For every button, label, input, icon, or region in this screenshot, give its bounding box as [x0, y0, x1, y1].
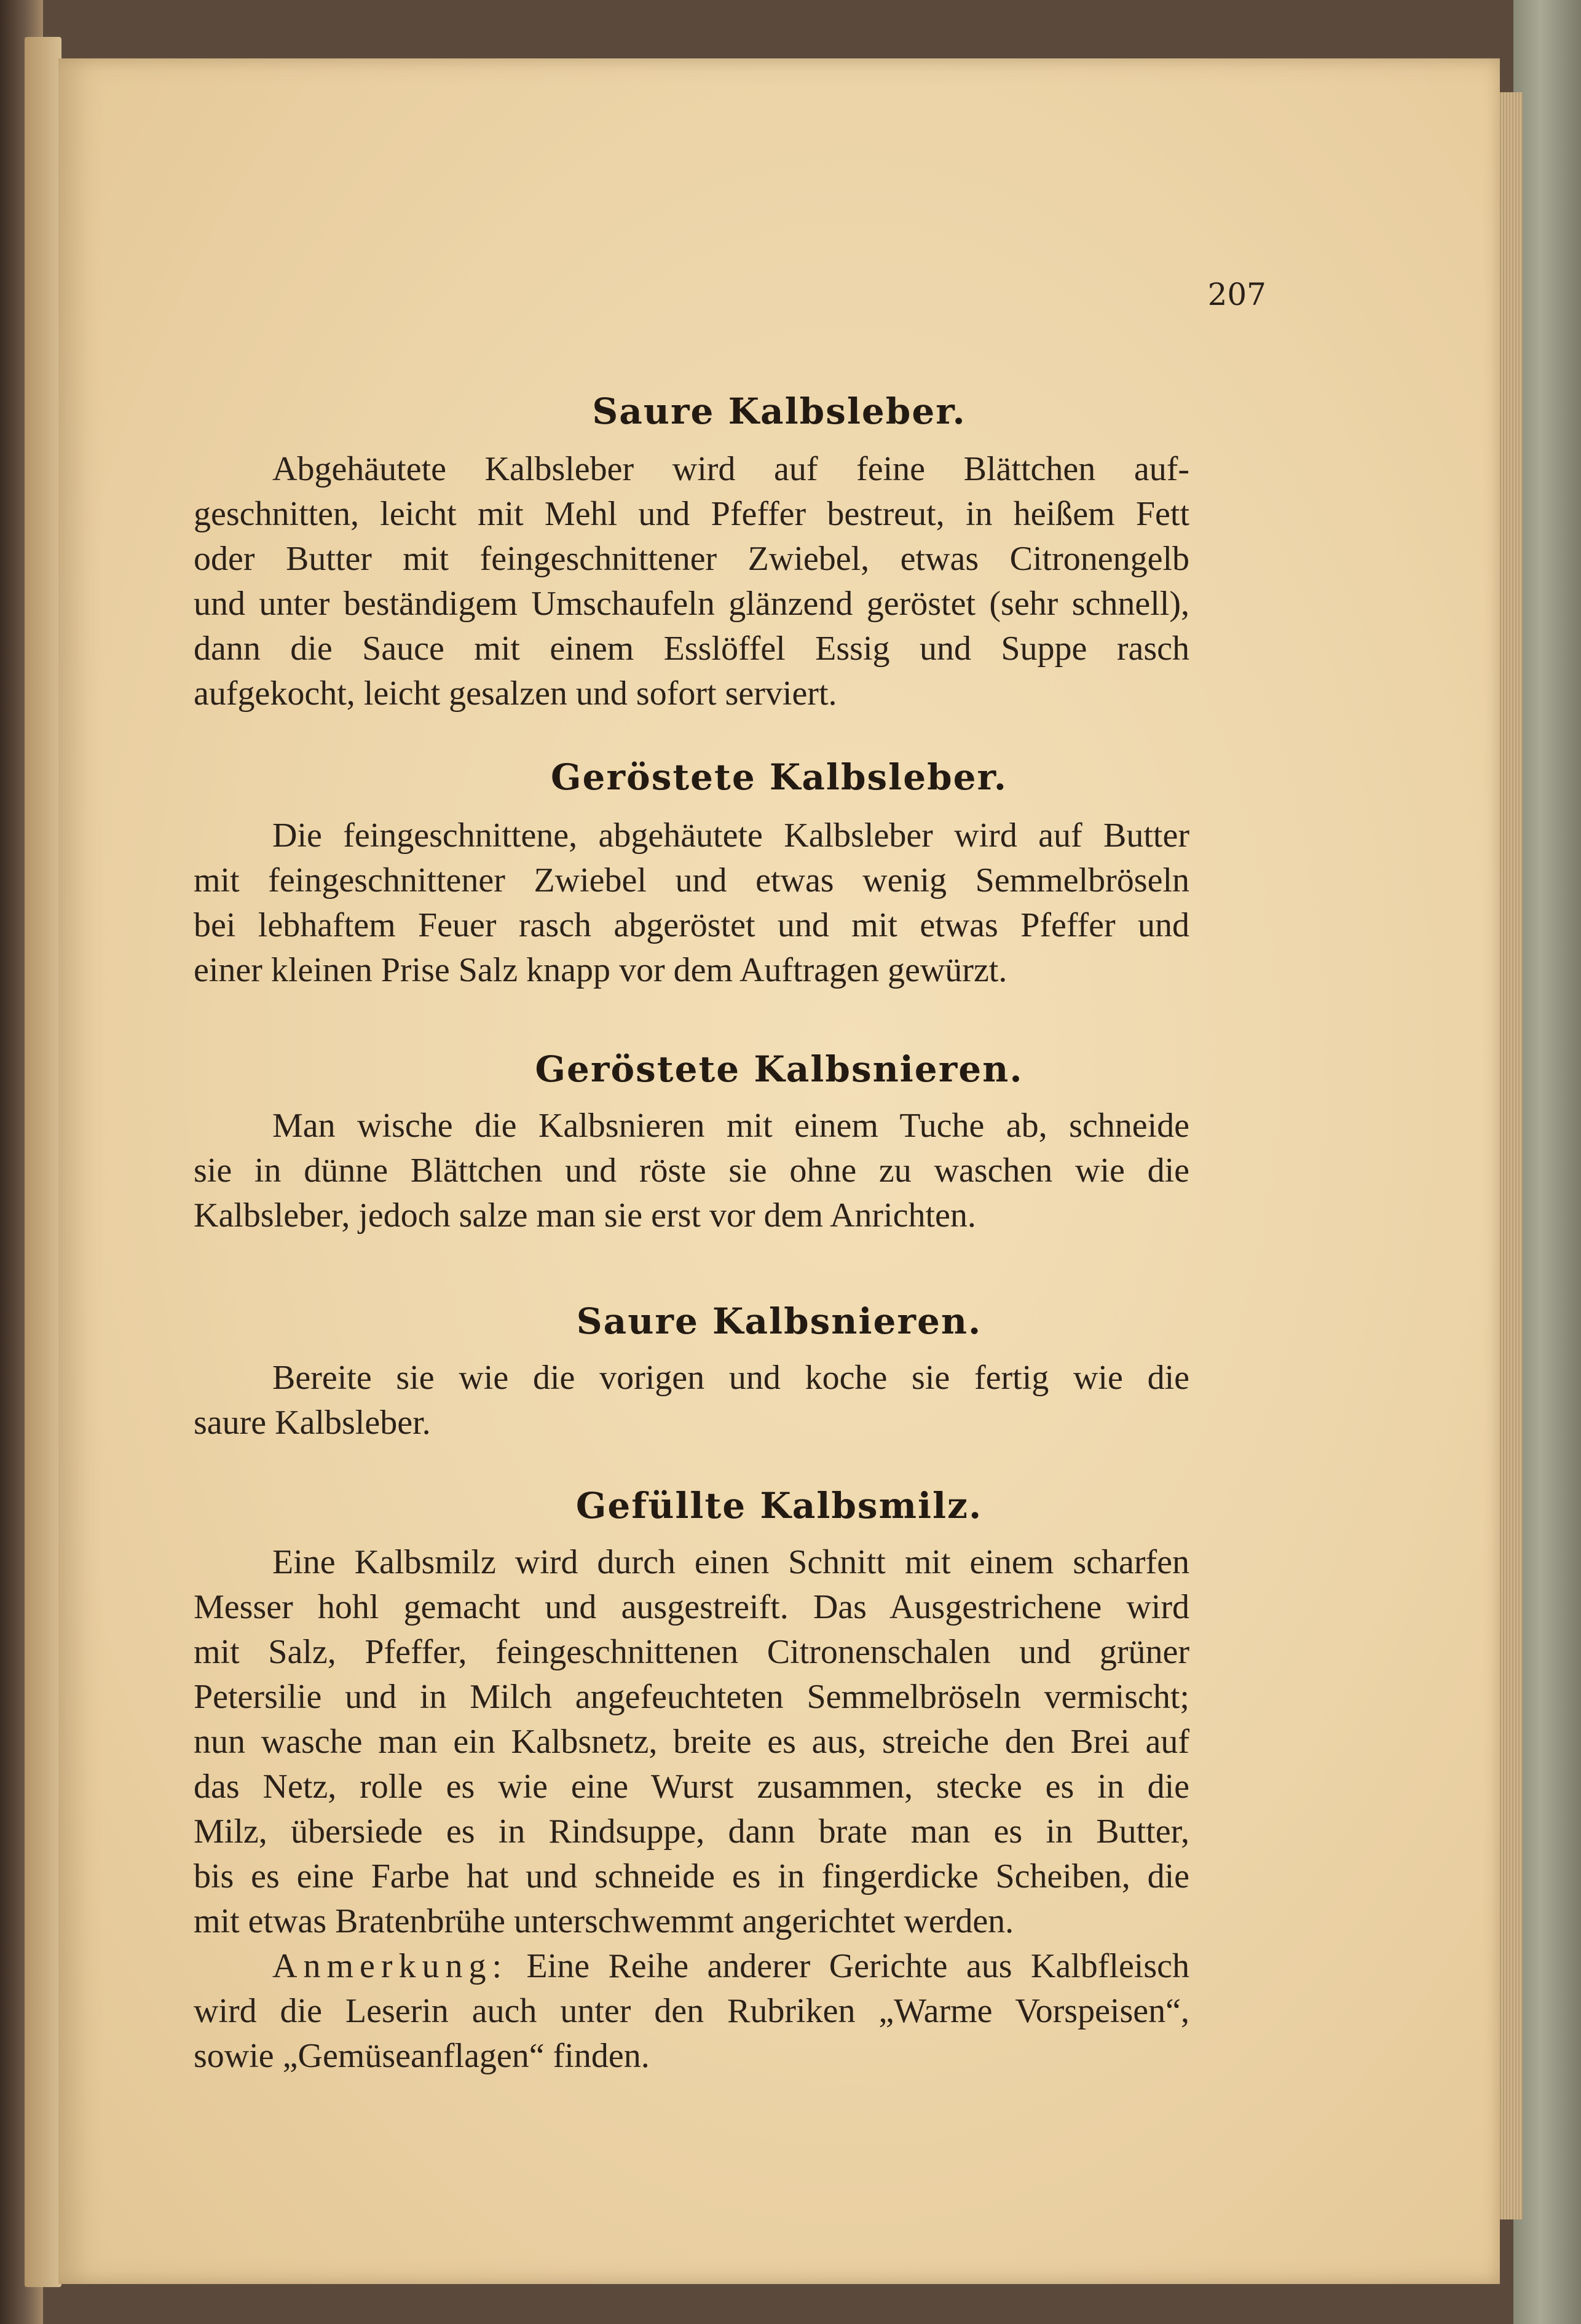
section-body-saure-kalbsleber [194, 447, 1189, 716]
note-text: Eine Reihe anderer Gerichte aus Kalbfleisch [526, 1947, 1190, 1985]
note-paragraph [194, 1944, 1189, 2079]
text-line: nun wasche man ein Kalbsnetz, breite es aus, streiche den Brei auf [194, 1723, 1189, 1761]
text-line: Petersilie und in Milch angefeuchteten Semmelbröseln vermischt; [194, 1678, 1189, 1716]
text-line: Die feingeschnittene, abgehäutete Kalbsleber wird auf Butter [272, 816, 1189, 855]
section-body-saure-kalbsnieren [194, 1356, 1189, 1445]
text-line: mit Salz, Pfeffer, feingeschnittenen Citronenschalen und grüner [194, 1633, 1189, 1671]
section-title-saure-kalbsnieren: Saure Kalbsnieren. [576, 1300, 982, 1342]
text-line: Milz, übersiede es in Rindsuppe, dann brate man es in Butter, [194, 1812, 1189, 1851]
book-page [58, 58, 1500, 2284]
text-line: sowie „Gemüseanflagen“ finden. [194, 2037, 650, 2075]
text-line: geschnitten, leicht mit Mehl und Pfeffer bestreut, in heißem Fett [194, 495, 1189, 533]
text-line: wird die Leserin auch unter den Rubriken „Warme Vorspeisen“, [194, 1992, 1189, 2030]
text-line: und unter beständigem Umschaufeln glänzend geröstet (sehr schnell), [194, 585, 1189, 623]
text-line: Man wische die Kalbsnieren mit einem Tuche ab, schneide [272, 1107, 1189, 1145]
section-body-geroestete-kalbsnieren [194, 1104, 1189, 1238]
text-line: bei lebhaftem Feuer rasch abgeröstet und mit etwas Pfeffer und [194, 906, 1189, 944]
text-line: Messer hohl gemacht und ausgestreift. Das Ausgestrichene wird [194, 1588, 1189, 1626]
section-title-geroestete-kalbsleber: Geröstete Kalbsleber. [551, 756, 1007, 798]
text-line: oder Butter mit feingeschnittener Zwiebel, etwas Citronengelb [194, 540, 1189, 578]
page-number: 207 [1207, 277, 1266, 312]
text-line: das Netz, rolle es wie eine Wurst zusammen, stecke es in die [194, 1768, 1189, 1806]
text-line: einer kleinen Prise Salz knapp vor dem Auftragen gewürzt. [194, 951, 1007, 989]
note-first-line [194, 1944, 1189, 1989]
section-title-saure-kalbsleber: Saure Kalbsleber. [592, 390, 966, 432]
text-line: Kalbsleber, jedoch salze man sie erst vor dem Anrichten. [194, 1196, 976, 1235]
text-line: Bereite sie wie die vorigen und koche sie fertig wie die [272, 1359, 1189, 1397]
previous-page-edge [25, 37, 61, 2287]
section-title-gefuellte-kalbsmilz: Gefüllte Kalbsmilz. [575, 1485, 983, 1527]
note-label: Anmerkung: [272, 1947, 508, 1985]
text-line: aufgekocht, leicht gesalzen und sofort serviert. [194, 674, 837, 713]
section-body-geroestete-kalbsleber [194, 813, 1189, 993]
text-line: mit etwas Bratenbrühe unterschwemmt angerichtet werden. [194, 1902, 1014, 1940]
page-stack-edge [1498, 92, 1523, 2219]
text-line: saure Kalbsleber. [194, 1404, 431, 1442]
text-line: bis es eine Farbe hat und schneide es in fingerdicke Scheiben, die [194, 1857, 1189, 1895]
text-line: dann die Sauce mit einem Esslöffel Essig und Suppe rasch [194, 630, 1189, 668]
section-title-geroestete-kalbsnieren: Geröstete Kalbsnieren. [535, 1048, 1023, 1090]
text-line: mit feingeschnittener Zwiebel und etwas wenig Semmelbröseln [194, 861, 1189, 899]
text-line: Eine Kalbsmilz wird durch einen Schnitt mit einem scharfen [272, 1543, 1189, 1581]
section-body-gefuellte-kalbsmilz [194, 1540, 1189, 1944]
text-line: sie in dünne Blättchen und röste sie ohne zu waschen wie die [194, 1152, 1189, 1190]
text-line: Abgehäutete Kalbsleber wird auf feine Blättchen auf- [272, 450, 1189, 488]
book-cover-edge [1513, 0, 1581, 2324]
